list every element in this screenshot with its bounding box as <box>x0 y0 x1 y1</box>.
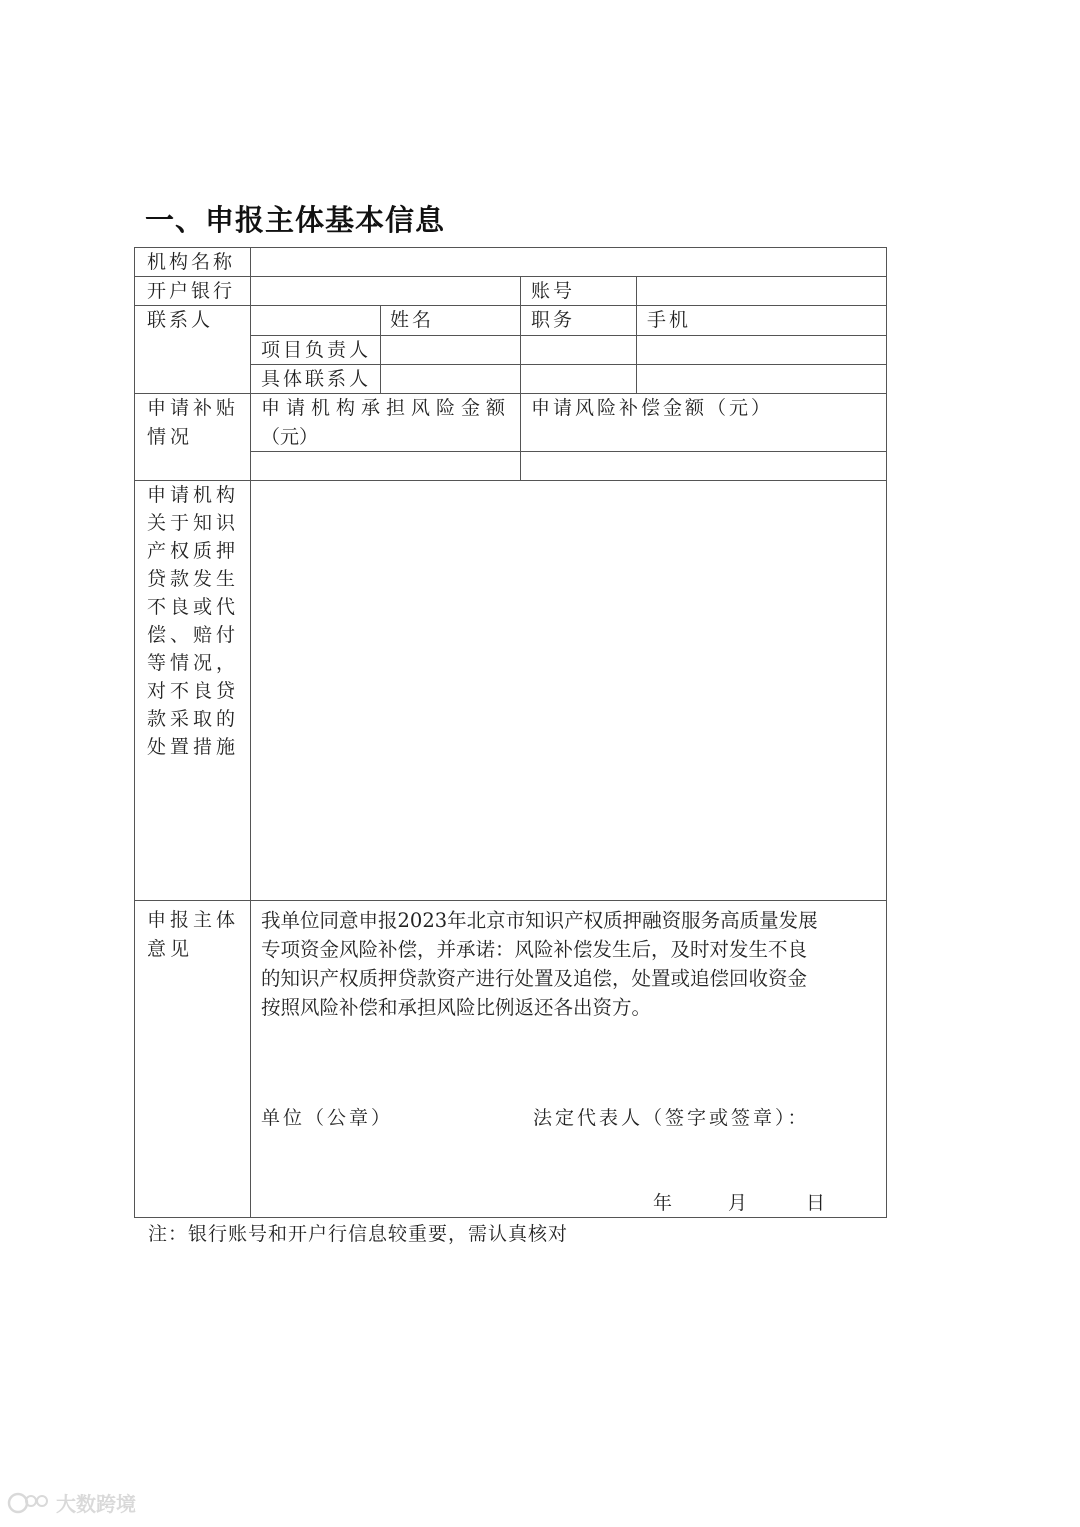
column-divider <box>250 247 251 1218</box>
opinion-statement: 我单位同意申报2023年北京市知识产权质押融资服务高质量发展 专项资金风险补偿，并承诺：风险补偿发生后，及时对发生不良 的知识产权质押贷款资产进行处置及追偿，处置或追偿回收资金 按照风险补偿和承担风险比例返还各出资方。 <box>261 909 818 1019</box>
bank-label: 开户银行 <box>147 280 236 302</box>
opinion-label-line2: 意见 <box>147 938 194 960</box>
table-border <box>886 247 887 1218</box>
unit-seal-label: 单位（公章） <box>261 1107 394 1129</box>
project-lead-label: 项目负责人 <box>261 339 372 361</box>
bad-loan-label-line: 款采取的 <box>147 708 240 730</box>
row-divider <box>134 900 887 901</box>
risk-amount-label-line1: 申请机构承担风险金额 <box>261 397 512 419</box>
subsidy-label-line2: 情况 <box>147 426 194 448</box>
org-name-label: 机构名称 <box>147 251 236 273</box>
account-label: 账号 <box>531 280 576 302</box>
row-divider <box>134 305 887 306</box>
date-month-label: 月 <box>728 1192 748 1214</box>
watermark-logo-icon <box>6 1490 52 1516</box>
bad-loan-label-line: 等情况， <box>147 652 240 674</box>
watermark-text: 大数跨境 <box>56 1492 136 1516</box>
contact-label: 联系人 <box>147 309 214 331</box>
table-border <box>134 1217 887 1218</box>
row-divider <box>134 276 887 277</box>
legal-representative-label: 法定代表人（签字或签章）： <box>533 1107 810 1129</box>
row-divider <box>250 451 887 452</box>
column-divider <box>380 305 381 393</box>
opinion-label-line1: 申报主体 <box>147 909 240 931</box>
specific-contact-label: 具体联系人 <box>261 368 372 390</box>
bad-loan-label-line: 对不良贷 <box>147 680 240 702</box>
bad-loan-label-line: 不良或代 <box>147 596 240 618</box>
column-divider <box>636 276 637 393</box>
date-day-label: 日 <box>806 1192 826 1214</box>
bad-loan-label-line: 申请机构 <box>147 484 240 506</box>
bad-loan-label-line: 处置措施 <box>147 736 240 758</box>
table-border <box>134 247 135 1218</box>
watermark <box>6 1488 136 1517</box>
bad-loan-label-line: 关于知识 <box>147 512 240 534</box>
application-form-table <box>134 247 887 1218</box>
table-border <box>134 247 887 248</box>
footnote: 注：银行账号和开户行信息较重要，需认真核对 <box>148 1223 569 1245</box>
section-heading: 一、申报主体基本信息 <box>145 203 446 237</box>
subsidy-label-line1: 申请补贴 <box>147 397 240 419</box>
column-divider <box>520 276 521 393</box>
bad-loan-label-line: 偿、赔付 <box>147 624 240 646</box>
mobile-header: 手机 <box>647 309 692 331</box>
position-header: 职务 <box>531 309 576 331</box>
bad-loan-label-line: 产权质押 <box>147 540 240 562</box>
bad-loan-label-line: 贷款发生 <box>147 568 240 590</box>
column-divider <box>520 393 521 480</box>
risk-amount-label-line2: （元） <box>261 426 319 448</box>
compensation-amount-label: 申请风险补偿金额（元） <box>531 397 774 419</box>
name-header: 姓名 <box>390 309 435 331</box>
date-year-label: 年 <box>653 1192 673 1214</box>
row-divider <box>134 480 887 481</box>
